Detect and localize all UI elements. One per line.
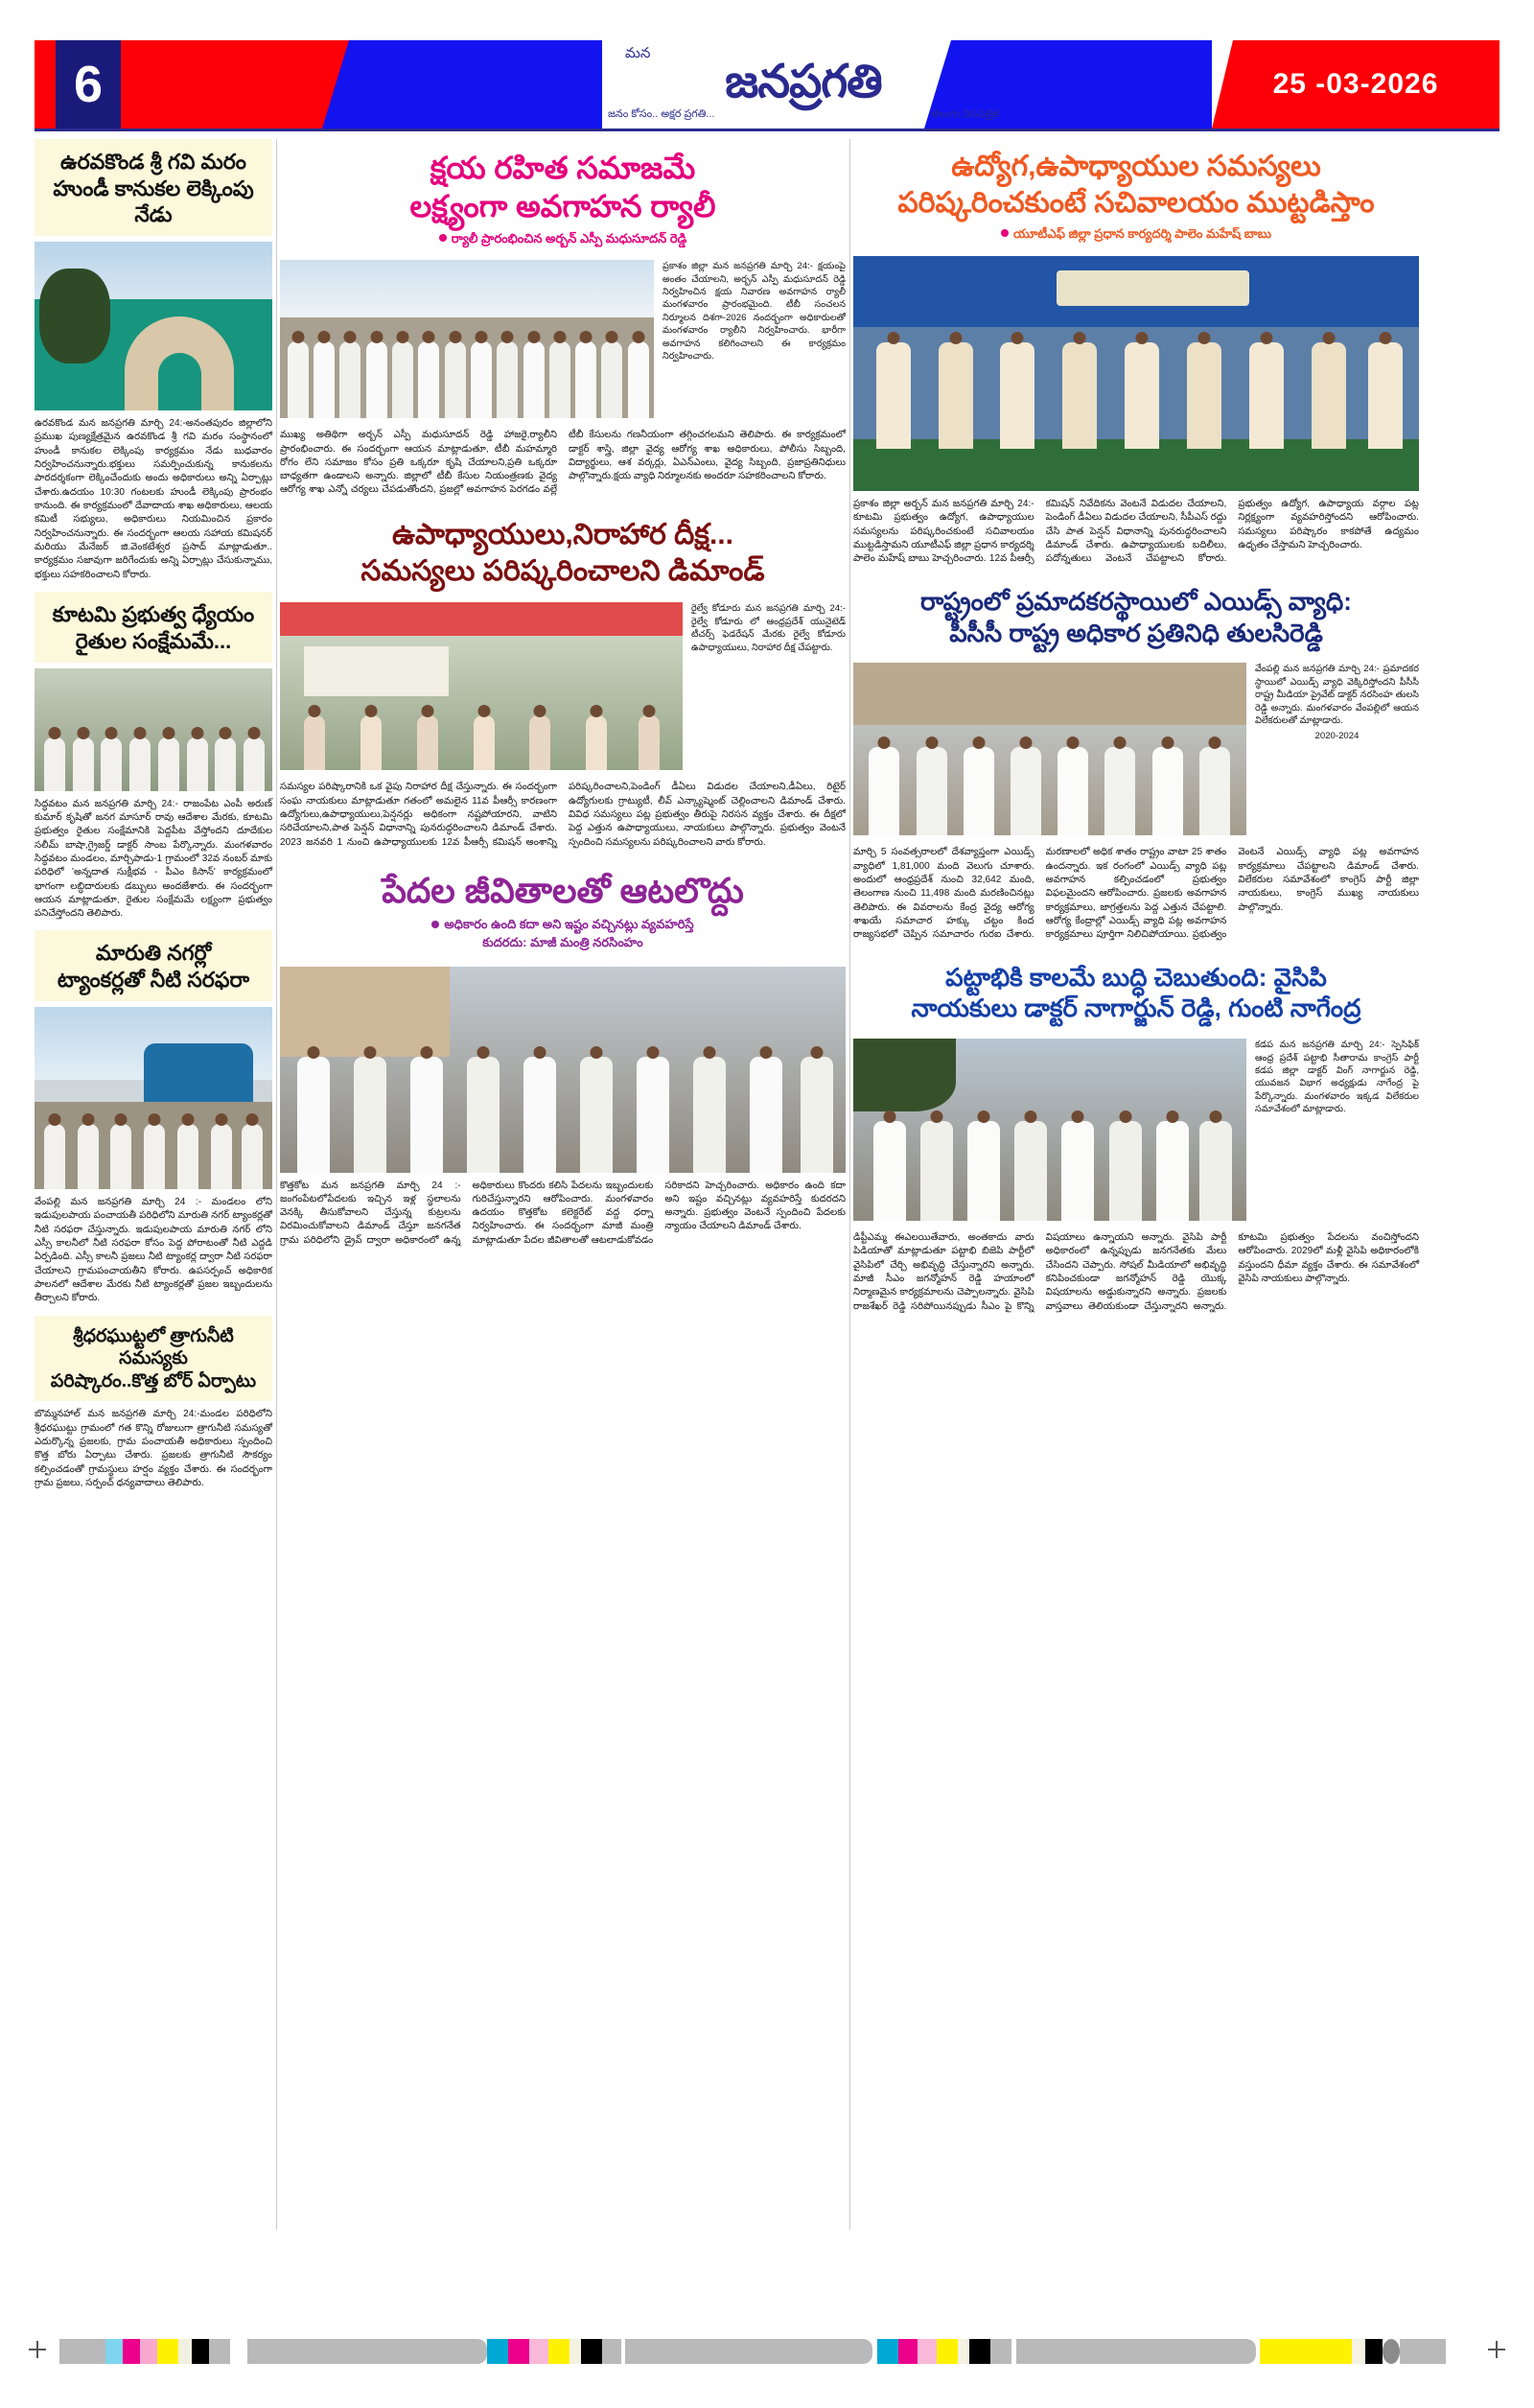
photo-person [410, 1057, 443, 1173]
left-article-1 [35, 139, 272, 582]
center-article-1-subheadline [288, 230, 838, 247]
color-patch-pink [529, 2339, 548, 2364]
photo-person [392, 341, 413, 418]
center-article-3-subheadline-text1: అధికారం ఉంది కదా అని ఇష్టం వచ్చినట్లు వ్యవహరిస్తే [444, 917, 694, 932]
photo-person [580, 1057, 613, 1173]
photo-person [354, 1057, 386, 1173]
color-patch-magenta [508, 2339, 529, 2364]
photo-crowd-region [853, 313, 1419, 449]
photo-person [1249, 342, 1284, 449]
right-article-2-body: మార్చి 5 సంవత్సరాలలో దేశవ్యాప్తంగా ఎయిడ్స్ వ్యాధిలో 1,81,000 మంది వెలుగు చూశారు. అందులో ఆంధ్రప్రదేశ్ నుంచి 32,642 మంది, తెలంగాణ నుంచి 11,498 మంది మరణించినట్లు తెలిపారు. ఈ వివరాలను కేంద్ర వైద్య ఆరోగ్య శాఖయే సమాచార హక్కు చట్టం కింద రాజ్యసభలో చెప్పిన సమాచారం గురఐ చేశారు. మరణాలలో అధిక శాతం రాష్ట్రం వాటా 25 శాతం ఉందన్నారు. ఇక రంగంలో ఎయిడ్స్ వ్యాధి పట్ల అవగాహన కల్పించడంలో ప్రభుత్వం విఫలమైందని ఆరోపించారు. ప్రజలకు అవగాహన కార్యక్రమాలు, జాగ్రత్తలను పెద్ద ఎత్తున చేపట్టాలి. ఆరోగ్య కేంద్రాల్లో ఎయిడ్స్ వ్యాధి పట్ల అవగాహన కార్యక్రమాలు పూర్తిగా నిలిచిపోయాయి. ప్రభుత్వం వెంటనే ఎయిడ్స్ వ్యాధి పట్ల అవగాహన కార్యక్రమాలు చేపట్టాలని డిమాండ్ చేశారు. విలేకరుల సమావేశంలో కాంగ్రెస్ పార్టీ జిల్లా నాయకులు, కాంగ్రెస్ ముఖ్య నాయకులు పాల్గొన్నారు. [853, 847, 1419, 941]
color-registration-bar [0, 2339, 1534, 2364]
center-article-2-lead: రైల్వే కోడూరు మన జనప్రగతి మార్చి 24:- రైల్వే కోడూరు లో ఆంధ్రప్రదేశ్ యునైటెడ్ టీచర్స్ ఫెడరేషన్ మేరకు రైల్వే కోడూరు ఉపాధ్యాయులు, నిరాహార దీక్ష చేపట్టారు. [691, 603, 846, 653]
color-patch-black [1365, 2339, 1383, 2364]
color-patch-gray [209, 2339, 230, 2364]
right-article-3 [853, 952, 1419, 1314]
photo-person [1061, 1121, 1094, 1221]
photo-person [1062, 342, 1097, 449]
left-article-2-headline-box [35, 592, 272, 662]
left-article-2-photo [35, 668, 272, 791]
photo-tent-canopy [280, 602, 683, 636]
right-article-1-headline-box [853, 139, 1419, 249]
photo-person [1187, 342, 1221, 449]
photo-person [304, 715, 325, 770]
right-article-2-headline-line2: పీసీసీ రాష్ట్ర అధికార ప్రతినిధి తులసిరెడ్డి [949, 618, 1323, 647]
photo-person [297, 1057, 330, 1173]
right-article-1-body: ప్రకాశం జిల్లా అర్బన్ మన జనప్రగతి మార్చి 24:- కూటమి ప్రభుత్వం ఉద్యోగ, ఉపాధ్యాయుల సమస్యలను పరిష్కరించకుంటే సచివాలయం ముట్టడిస్తామని యూటీఎఫ్ జిల్లా ప్రధాన కార్యదర్శి పాలెం మహేష్ బాబు హెచ్చరించారు. 12వ పీఆర్సీ కమిషన్ నివేదికను వెంటనే విడుదల చేయాలని, పెండింగ్ డీఏలు విడుదల చేయాలని, సీపీఎస్ రద్దు చేసి పాత పెన్షన్ విధానాన్ని పునరుద్ధరించాలని డిమాండ్ చేశారు. ఉపాధ్యాయులకు బదిలీలు, పదోన్నతులు వెంటనే చేపట్టాలని కోరారు. ప్రభుత్వం ఉద్యోగ, ఉపాధ్యాయ వర్గాల పట్ల నిర్లక్ష్యంగా వ్యవహరిస్తోందని ఆరోపించారు. సమస్యలు పరిష్కారం కాకపోతే ఉద్యమం ఉధృతం చేస్తామని హెచ్చరించారు. [853, 499, 1419, 565]
photo-person [78, 1124, 99, 1189]
color-patch-light [1352, 2339, 1365, 2364]
tagline-left: జనం కోసం.. అక్షర ప్రగతి... [608, 107, 715, 120]
center-article-3-subheadline-line2: కుదరదు: మాజీ మంత్రి నరసింహం [482, 934, 643, 949]
photo-person [339, 341, 360, 418]
photo-person [523, 1057, 556, 1173]
photo-person [44, 737, 65, 791]
photo-person [101, 737, 122, 791]
tagline-right: తెలుగు దినపత్రిక [930, 107, 999, 120]
center-article-1-body: ముఖ్య అతిథిగా అర్బన్ ఎస్పీ మధుసూదన్ రెడ్డి హాజరై,ర్యాలీని ప్రారంభించారు. ఈ సందర్భంగా ఆయన మాట్లాడుతూ, టీబీ మహమ్మారి రోగం లేని సమాజం కోసం ప్రతి ఒక్కరూ కృషి చేయాలని,ప్రతి ఒక్కరూ బాధ్యతగా ఉండాలని అన్నారు. జిల్లాలో టీబీ కేసుల నియంత్రణకు వైద్య ఆరోగ్య శాఖ ఎన్నో చర్యలు చేపడుతోందని, ప్రజల్లో అవగాహన పెరగడం వల్లే టీబీ కేసులను గణనీయంగా తగ్గించగలమని తెలిపారు. ఈ కార్యక్రమంలో డాక్టర్ శాస్త్రి, జిల్లా వైద్య ఆరోగ్య శాఖ అధికారులు, పోలీసు సిబ్బంది, విద్యార్థులు, ఆశ వర్కర్లు, ఏఎన్ఎంలు, వైద్య సిబ్బంది, ప్రజాప్రతినిధులు పాల్గొన్నారు.క్షయ వ్యాధి నిర్మూలనకు అందరూ సహకరించాలని కోరారు. [280, 430, 846, 496]
left-article-1-photo [35, 242, 272, 410]
right-article-2-photo-canvas [853, 663, 1246, 835]
color-patch [59, 2339, 105, 2364]
photo-person [177, 1124, 198, 1189]
photo-person [1312, 342, 1346, 449]
color-patch-pink [140, 2339, 157, 2364]
photo-person [1104, 747, 1135, 836]
left-article-4 [35, 1316, 272, 1491]
left-article-2-headline-line2: రైతుల సంక్షేమమే... [75, 628, 232, 653]
photo-crowd-region [280, 320, 654, 418]
bullet-icon [439, 234, 447, 242]
photo-person [360, 715, 382, 770]
right-article-3-photo-canvas [853, 1039, 1246, 1221]
photo-sky-region [280, 260, 654, 316]
photo-crowd-region [280, 700, 683, 771]
left-column [35, 139, 272, 1490]
masthead [35, 40, 1499, 129]
column-divider-2 [849, 139, 850, 2230]
photo-person [920, 1121, 953, 1221]
center-article-1-flow [280, 260, 846, 423]
right-article-2-sidebar: వేంపల్లి మన జనప్రగతి మార్చి 24:- ప్రమాదకర స్థాయిలో ఎయిడ్స్ వ్యాధి వెక్కిరిస్తోందని పీసీసీ రాష్ట్ర మీడియా ప్రైవేట్ డాక్టర్ నరసింహ తులసి రెడ్డి అన్నారు. మంగళవారం వేంపల్లిలో ఆయన విలేకరులతో మాట్లాడారు. [1255, 664, 1419, 726]
right-article-3-headline-box [853, 952, 1419, 1033]
registration-mark-right [1488, 2341, 1505, 2358]
photo-temple-door [158, 353, 201, 410]
right-article-2-photo [853, 663, 1246, 835]
right-article-1-photo [853, 256, 1419, 491]
left-article-3-headline-box [35, 930, 272, 1000]
color-patch-gray [1383, 2339, 1400, 2364]
photo-person [144, 1124, 165, 1189]
left-article-3-photo [35, 1007, 272, 1189]
photo-person [523, 341, 545, 418]
newspaper-logo [602, 40, 1005, 129]
color-patch-black [581, 2339, 602, 2364]
left-article-2 [35, 592, 272, 921]
right-article-1-subheadline-text: యూటీఎఫ్ జిల్లా ప్రధాన కార్యదర్శి పాలెం మహేష్ బాబు [1013, 225, 1271, 241]
right-article-3-flow [853, 1039, 1419, 1226]
photo-person [471, 341, 492, 418]
center-article-1-headline-line1: క్షయ రహిత సమాజమే [430, 151, 696, 185]
left-article-3-headline-line2: ట్యాంకర్లతో నీటి సరఫరా [57, 968, 250, 993]
center-article-1 [280, 139, 846, 498]
photo-person [939, 342, 973, 449]
page-number-text: 6 [73, 56, 104, 113]
photo-crowd-region [35, 722, 272, 791]
left-article-1-headline-box [35, 139, 272, 236]
bullet-icon [1001, 229, 1009, 237]
photo-person [497, 341, 518, 418]
masthead-bottom-rule [35, 129, 1499, 131]
photo-person [1368, 342, 1403, 449]
color-patch-yellow [937, 2339, 958, 2364]
left-article-1-headline-line2: హుండీ కానుకల లెక్కింపు నేడు [53, 175, 254, 227]
photo-person [158, 737, 179, 791]
photo-person [575, 341, 596, 418]
photo-person [314, 341, 335, 418]
center-article-2-headline-line2: సమస్యలు పరిష్కరించాలని డిమాండ్ [360, 554, 765, 587]
center-article-2-headline-box [280, 507, 846, 597]
photo-banner [1057, 270, 1249, 306]
left-article-3 [35, 930, 272, 1305]
center-column [280, 139, 846, 1248]
bullet-icon [431, 921, 439, 928]
center-article-1-headline-box [280, 139, 846, 254]
color-patch-gray [990, 2339, 1011, 2364]
center-article-2-flow [280, 602, 846, 775]
photo-person [1109, 1121, 1142, 1221]
color-patch-cyan [487, 2339, 508, 2364]
center-article-3 [280, 859, 846, 1248]
right-column [853, 139, 1419, 1314]
photo-crowd-region [35, 1106, 272, 1189]
color-patch-yellow [1260, 2339, 1352, 2364]
photo-person [1000, 342, 1034, 449]
left-article-2-body: సిద్ధవటం మన జనప్రగతి మార్చి 24:- రాజంపేట ఎంపీ అరుణ్ కుమార్ కృషితో జనగ మాసూర్ రావు ఆదేశాల మేరకు, కూటమి ప్రభుత్వం రైతుల సంక్షేమానికి పెద్దపీట వేస్తోందని దూదేకుల సలీమ్ బాషా,గ్రైజర్డ్ డాక్టర్ సాంబ పేర్కొన్నారు. మంగళవారం సిద్ధవటం మండలం, మార్చిపాడు-1 గ్రామంలో 32వ నంబర్ మాకు పరిధిలో 'అన్నదాత సుక్షీభవ - పీఎం కిసాన్' కార్యక్రమంలో భాగంగా లబ్ధిదారులకు డబ్బులు అందజేశారు. ఈ సందర్భంగా ఆయన మాట్లాడుతూ, రైతుల సంక్షేమమే లక్ష్యంగా ప్రభుత్వం పనిచేస్తోందని తెలిపారు. [35, 798, 272, 920]
center-article-3-body: కొత్తకోట మన జనప్రగతి మార్చి 24 :- జంగంపేటలోపేదలకు ఇచ్చిన ఇళ్ల స్థలాలను వెనక్కి తీసుకోవాలని చేస్తున్న కుట్రలను విరమించుకోవాలని డిమాండ్ చేస్తూ జనగనేత గ్రామ పరిధిలోని డ్రైవ్ ద్వారా అధికారంలో ఉన్న అధికారులు కొందరు కలిసి పేదలను ఇబ్బందులకు గురిచేస్తున్నారని ఆరోపించారు. మంగళవారం ఉదయం కొత్తకోట కలెక్టరేట్ వద్ద ధర్నా నిర్వహించారు. ఈ సందర్భంగా మాజీ మంత్రి మాట్లాడుతూ పేదల జీవితాలతో ఆటలాడుకోవడం సరికాదని హెచ్చరించారు. అధికారం ఉంది కదా అని ఇష్టం వచ్చినట్లు వ్యవహరిస్తే కుదరదని అన్నారు. ప్రభుత్వం వెంటనే స్పందించి పేదలకు న్యాయం చేయాలని డిమాండ్ చేశారు. [280, 1180, 846, 1246]
left-article-2-headline-line1: కూటమి ప్రభుత్వ ధ్యేయం [52, 602, 255, 627]
color-patch-pink [918, 2339, 937, 2364]
photo-person [1152, 747, 1183, 836]
color-patch [1016, 2339, 1256, 2364]
photo-person [869, 747, 899, 836]
photo-person [187, 737, 208, 791]
right-article-3-headline-line2: నాయకులు డాక్టర్ నాగార్జున్ రెడ్డి, గుంటి నాగేంద్ర [911, 994, 1361, 1023]
center-article-2 [280, 507, 846, 850]
photo-person [1156, 1121, 1189, 1221]
photo-person [445, 341, 466, 418]
photo-person [44, 1124, 65, 1189]
photo-person [529, 715, 550, 770]
right-article-1 [853, 139, 1419, 567]
color-patch-light [178, 2339, 192, 2364]
photo-tree [39, 269, 110, 363]
color-patch [1400, 2339, 1446, 2364]
center-article-1-photo [280, 260, 654, 418]
center-article-3-headline: పేదల జీవితాలతో ఆటలొద్దు [382, 871, 744, 911]
center-article-2-photo-canvas [280, 602, 683, 770]
color-patch-black [969, 2339, 990, 2364]
photo-person [110, 1124, 131, 1189]
photo-person [366, 341, 387, 418]
photo-person [467, 1057, 500, 1173]
photo-person [474, 715, 495, 770]
center-article-1-subheadline-text: ర్యాలీ ప్రారంభించిన అర్బన్ ఎస్పీ మధుసూదన్ రెడ్డి [451, 230, 687, 245]
left-article-1-body: ఉరవకొండ మన జనప్రగతి మార్చి 24:-అనంతపురం జిల్లాలోని ప్రముఖ పుణ్యక్షేత్రమైన ఉరవకొండ శ్రీ గవి మరం సంస్థానంలో హుండీ కానుకల లెక్కింపు కార్యక్రమం నేడు బుధవారం నిర్వహించనున్నారు.భక్తులు సమర్పించుకున్న కానుకలను పారదర్శకంగా లెక్కించేందుకు అందు అధికారులు అన్ని ఏర్పాట్లు చేశారు.ఉదయం 10:30 గంటలకు హుండీ లెక్కింపు ప్రారంభం కానుంది. ఈ కార్యక్రమంలో దేవాదాయ శాఖ అధికారులు, ఆలయ కమిటీ సభ్యులు, అధికారులు నియమించిన ప్రకారం నిర్వహించనున్నారు. ఈ సందర్భంగా ఆలయ సహాయ కమిషనర్ మరియు మేనేజర్ జి.వెంకటేశ్వర ప్రసాద్ మాట్లాడుతూ.. కార్యక్రమం సజావుగా జరిగేందుకు అన్ని ఏర్పాట్లు చేసుకున్నాము, భక్తులు సహకరించాలని కోరారు. [35, 418, 272, 580]
photo-person [639, 715, 660, 770]
right-article-1-headline-line2: పరిష్కరించకుంటే సచివాలయం ముట్టడిస్తాం [897, 186, 1375, 219]
photo-person [417, 715, 438, 770]
photo-person [211, 1124, 232, 1189]
right-article-2-meta: 2020-2024 [1314, 731, 1360, 742]
photo-person [1125, 342, 1159, 449]
photo-wall [853, 663, 1246, 725]
photo-person [801, 1057, 833, 1173]
center-article-3-photo [280, 967, 846, 1173]
color-patch-black [192, 2339, 209, 2364]
logo-taglines [602, 108, 1005, 123]
left-article-3-body: వేంపల్లి మన జనప్రగతి మార్చి 24 :- మండలం లోని ఇడుపులపాయ పంచాయతీ పరిధిలోని మారుతి నగర్ ట్యాంకర్లతో నీటి సరఫరా చేస్తున్నారు. ఇడుపులపాయ మారుతి నగర్ లోని ఎస్సీ కాలనీలో నీటి సరఫరా కోసం పెద్ద పోరాటంతో నీటి ఎద్దడి ఏర్పడింది. ఎస్సీ కాలనీ ప్రజలు నీటి ట్యాంకర్ల ద్వారా నీటి సరఫరా చేయాలని గ్రామపంచాయతీని కోరారు. ఉపసర్పంచ్ అధికారిక పాలనలో ఆదేశాల మేరకు నీటి ట్యాంకర్లతో ప్రజల ఇబ్బందులను తీర్చాలని కోరారు. [35, 1196, 272, 1304]
photo-person [637, 1057, 669, 1173]
color-patch-yellow [548, 2339, 569, 2364]
center-article-1-headline-line2: లక్ష్యంగా అవగాహన ర్యాలీ [409, 189, 716, 224]
masthead-blue-left-band [322, 40, 619, 129]
photo-crowd-region [280, 1024, 846, 1173]
photo-person [967, 1121, 1000, 1221]
photo-person [73, 737, 94, 791]
page-content-grid [35, 139, 1499, 2230]
photo-person [586, 715, 607, 770]
photo-person [1058, 747, 1088, 836]
center-article-2-body: సమస్యల పరిష్కారానికి ఒక వైపు నిరాహార దీక్ష చేస్తున్నారు. ఈ సందర్భంగా సంఘ నాయకులు మాట్లాడుతూ గతంలో అమలైన 11వ పీఆర్సీ కారణంగా ఉద్యోగులు,ఉపాధ్యాయులు,పెన్షనర్లు అధికంగా నష్టపోయారని, వాటిని సరిచేయాలని,పాత పెన్షన్ విధానాన్ని పునరుద్ధరించాలని డిమాండ్ చేశారు. 2023 జనవరి 1 నుంచి ఉపాధ్యాయులకు 12వ పీఆర్సీ కమిషన్ అంశాన్ని పరిష్కరించాలని,పెండింగ్ డీఏలు విడుదల చేయాలని,డీఏలు, రిటైర్ ఉద్యోగులకు గ్రాట్యుటీ, లీవ్ ఎన్క్యాష్మెంట్ చెల్లించాలని డిమాండ్ చేశారు. వివిధ సమస్యలు పట్ల ప్రభుత్వం తీరుపై నిరసన వ్యక్తం చేశారు. ఈ దీక్షలో పెద్ద ఎత్తున ఉపాధ్యాయులు, నాయకులు పాల్గొన్నారు. ప్రభుత్వం వెంటనే స్పందించి సమస్యలను పరిష్కరించాలని వారు కోరారు. [280, 782, 846, 848]
color-patch-cyan [877, 2339, 898, 2364]
left-article-1-headline-line1: ఉరవకొండ శ్రీ గవి మరం [60, 150, 246, 174]
right-article-3-headline-line1: పట్టాభికి కాలమే బుద్ధి చెబుతుంది: వైసిపి [945, 962, 1327, 992]
color-patch-cyan [105, 2339, 123, 2364]
right-article-1-subheadline [861, 225, 1411, 243]
photo-person [1199, 1121, 1232, 1221]
left-article-4-headline-box [35, 1316, 272, 1402]
photo-person [964, 747, 994, 836]
center-article-1-lead: ప్రకాశం జిల్లా మన జనప్రగతి మార్చి 24:- క్షయంపై అంతం చేయాలని, అర్బన్ ఎస్పీ మధుసూదన్ రెడ్డి నిర్వహించిన క్షయ నివారణ అవగాహన ర్యాలీ మంగళవారం ప్రారంభమైంది. టీబీ సంచలన నిర్మూలన దిశగా-2026 నందర్భంగా అధికారులతో మంగళవారం ర్యాలీని నిర్వహించారు. భారీగా అవగాహన కలిగించాలని ఈ కార్యక్రమం నిర్వహించారు. [662, 261, 846, 362]
photo-person [1014, 1121, 1047, 1221]
left-article-4-headline-line1: శ్రీధరఘుట్టలో త్రాగునీటి సమస్యకు [73, 1325, 234, 1369]
color-patch-magenta [123, 2339, 140, 2364]
registration-mark-left [29, 2341, 46, 2358]
center-article-3-subheadline-line1 [288, 916, 838, 933]
color-patch-yellow [157, 2339, 178, 2364]
color-patch [247, 2339, 487, 2364]
color-patch-light [958, 2339, 969, 2364]
left-article-4-headline-line2: పరిష్కారం..కొత్త బోర్ ఏర్పాటు [50, 1371, 257, 1392]
right-article-1-headline-line1: ఉద్యోగ,ఉపాధ్యాయుల సమస్యలు [951, 151, 1321, 182]
right-article-3-sidebar: కడప మన జనప్రగతి మార్చి 24:- స్పెసిఫిక్ ఆంధ్ర ప్రదేశ్ పట్టాభి సీతారామ కాంగ్రెస్ పార్టీ కడప జిల్లా డాక్టర్ వింగ్ నాగార్జున రెడ్డి, యువజన విభాగ అధ్యక్షుడు నాగేంద్ర పై పేర్కొన్నారు. మంగళవారం ఇక్కడ విలేకరుల సమావేశంలో మాట్లాడారు. [1255, 1040, 1419, 1115]
right-article-3-photo [853, 1039, 1246, 1221]
page-number-badge [56, 40, 121, 129]
left-article-4-body: బొమ్మనహాల్ మన జనప్రగతి మార్చి 24:-మండల పరిధిలోని శ్రీధరఘుట్టు గ్రామంలో గత కొన్ని రోజులుగా త్రాగునీటి సమస్యతో ఎదుర్కొన్న ప్రజలకు, గ్రామ పంచాయతీ అధికారులు స్పందించి కొత్త బోరు ఏర్పాటు చేశారు. ప్రజలకు త్రాగునీటి సౌకర్యం కల్పించడంతో గ్రామస్థులు హర్షం వ్యక్తం చేశారు. ఈ సందర్భంగా గ్రామ ప్రజలు, సర్పంచ్ ధన్యవాదాలు తెలిపారు. [35, 1409, 272, 1488]
photo-person [601, 341, 622, 418]
photo-person [876, 342, 911, 449]
photo-person [750, 1057, 782, 1173]
right-article-2-headline-box [853, 576, 1419, 657]
photo-crowd-region [853, 1093, 1246, 1221]
center-article-3-headline-box [280, 859, 846, 958]
right-article-2-headline-line1: రాష్ట్రంలో ప్రమాదకరస్థాయిలో ఎయిడ్స్ వ్యాధి: [920, 586, 1352, 616]
photo-person [1199, 747, 1230, 836]
photo-person [549, 341, 570, 418]
photo-person [215, 737, 236, 791]
right-article-2-flow [853, 663, 1419, 840]
photo-person [873, 1121, 906, 1221]
photo-person [129, 737, 151, 791]
color-patch-light [569, 2339, 581, 2364]
right-article-2 [853, 576, 1419, 943]
center-article-1-photo-canvas [280, 260, 654, 418]
color-patch-gray [602, 2339, 621, 2364]
color-patch-magenta [898, 2339, 918, 2364]
photo-person [693, 1057, 726, 1173]
photo-banner [304, 646, 449, 697]
photo-person [288, 341, 309, 418]
photo-person [244, 737, 265, 791]
photo-person [418, 341, 439, 418]
column-divider-1 [276, 139, 277, 2230]
photo-person [242, 1124, 263, 1189]
logo-prefix-text: మన [625, 45, 651, 62]
photo-person [1011, 747, 1041, 836]
logo-title-text: జనప్రగతి [725, 57, 882, 108]
photo-person [917, 747, 947, 836]
center-article-2-photo [280, 602, 683, 770]
right-article-3-body: డిప్టీఎమ్మ ఈఎలయితేవారు, అంతకాదు వారు పిడియాతో మాట్లాడుతూ పట్టాభి బిజెపి పార్టీలో వైసిపిలో చేర్చి అభివృద్ధి చేస్తున్నారని అన్నారు. మాజీ సీఎం జగన్మోహన్ రెడ్డి హయాంలో నిర్మాణమైన కార్యక్రమాలను చెప్పాలన్నారు. వైసిపి రాజశేఖర్ రెడ్డి సరిపోయినప్పుడు సీఎం పై కొన్ని విషయాలు ఉన్నాయని అన్నారు. వైసిపి పార్టీ అధికారంలో ఉన్నప్పుడు జనగనేతకు మేలు చేసిందని చెప్పారు. సోషల్ మీడియాలో అభివృద్ధి కనిపించకుండా జగన్మోహన్ రెడ్డి యొక్క విషయాలను అడ్డుకున్నారని అన్నారు. ప్రజలకు వాస్తవాలు తెలియకుండా చేస్తున్నారని అన్నారు. కూటమి ప్రభుత్వం పేదలను వంచిస్తోందని ఆరోపించారు. 2029లో మళ్లీ వైసిపి అధికారంలోకి వస్తుందని ధీమా వ్యక్తం చేశారు. ఈ సమావేశంలో వైసిపి నాయకులు పాల్గొన్నారు. [853, 1232, 1419, 1312]
photo-person [628, 341, 649, 418]
color-patch [625, 2339, 872, 2364]
center-article-2-headline-line1: ఉపాధ్యాయులు,నిరాహార దీక్ష... [392, 518, 733, 550]
left-article-3-headline-line1: మారుతి నగర్లో [95, 941, 212, 966]
publication-date: 25 -03-2026 [1272, 68, 1439, 100]
photo-crowd-region [853, 721, 1246, 835]
